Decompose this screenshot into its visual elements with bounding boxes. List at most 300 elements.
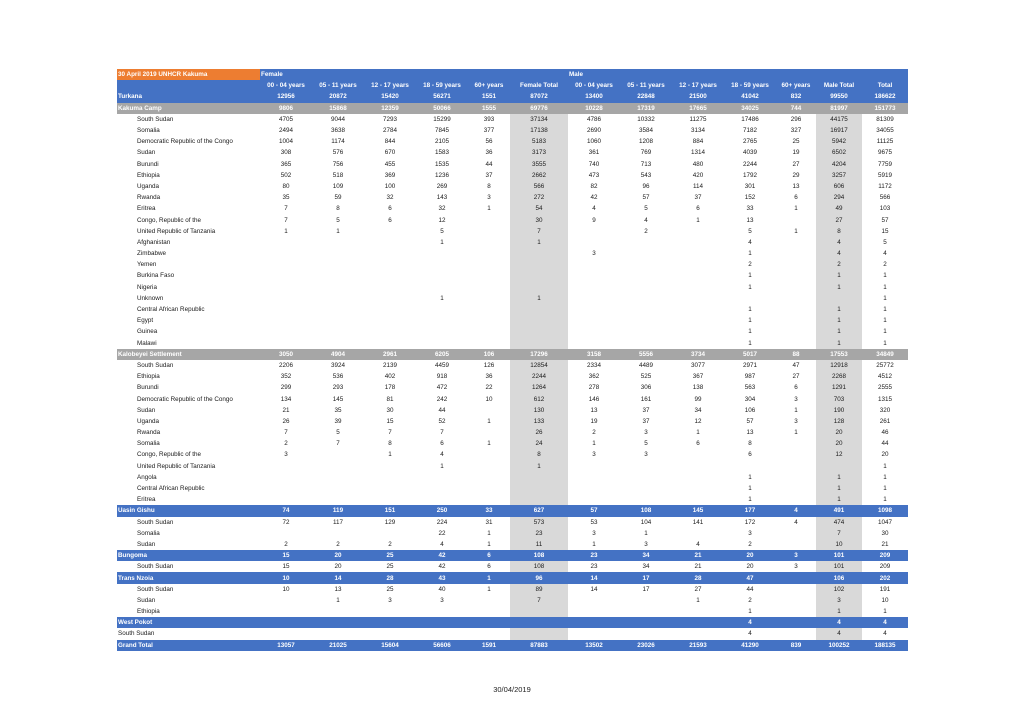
table-cell (620, 628, 672, 639)
table-cell: 59 (334, 194, 342, 202)
table-cell: 1 (883, 462, 887, 470)
table-cell: 44 (881, 440, 889, 448)
row-label: Bungoma (117, 550, 260, 561)
table-cell: 1 (748, 608, 752, 616)
table-cell: 2 (388, 540, 392, 548)
table-cell: 3 (816, 595, 862, 606)
table-cell (776, 214, 816, 225)
table-cell: 20 (312, 550, 364, 561)
table-cell: 3 (748, 529, 752, 537)
row-label: Guinea (137, 328, 158, 336)
table-cell: 1 (487, 205, 491, 213)
table-cell: 4 (794, 518, 798, 526)
row-label: Unknown (137, 294, 164, 302)
table-cell: 525 (640, 373, 652, 381)
row-label: Zimbabwe (137, 250, 167, 258)
table-cell: 7 (284, 216, 288, 224)
table-row (117, 170, 908, 181)
report-title: 30 April 2019 UNHCR Kakuma (117, 69, 260, 80)
table-cell: 2662 (510, 170, 568, 181)
row-label: Yemen (137, 261, 157, 269)
table-cell: 19 (590, 417, 598, 425)
table-cell (416, 617, 468, 628)
table-cell: 33 (468, 505, 510, 516)
table-cell: 1 (883, 608, 887, 616)
table-cell: 269 (436, 182, 448, 190)
table-cell: 22 (485, 384, 493, 392)
table-cell: 7182 (742, 127, 757, 135)
table-cell: 1 (748, 328, 752, 336)
table-cell: 2268 (816, 371, 862, 382)
row-label: Sudan (137, 540, 156, 548)
table-cell: 151 (364, 505, 416, 516)
column-header: Female Total (510, 80, 568, 91)
table-cell (620, 326, 672, 337)
table-cell: 1 (816, 606, 862, 617)
column-header: 12 - 17 years (672, 80, 724, 91)
table-cell: 145 (332, 395, 344, 403)
table-cell: 7 (388, 429, 392, 437)
table-cell (620, 338, 672, 349)
table-cell: 4039 (742, 149, 757, 157)
table-cell (510, 315, 568, 326)
table-cell (776, 572, 816, 583)
row-label: South Sudan (118, 630, 155, 638)
table-cell (468, 461, 510, 472)
row-label: Angola (137, 473, 157, 481)
table-cell (468, 427, 510, 438)
table-cell: 21500 (672, 91, 724, 102)
table-cell: 117 (332, 518, 344, 526)
table-cell: 49 (816, 203, 862, 214)
table-cell (672, 528, 724, 539)
table-cell: 138 (692, 384, 704, 392)
table-cell: 21593 (672, 640, 724, 651)
table-cell: 35 (334, 406, 342, 414)
table-cell (312, 606, 364, 617)
table-cell (672, 483, 724, 494)
table-cell: 6502 (816, 147, 862, 158)
table-cell (260, 282, 312, 293)
table-cell: 1 (794, 429, 798, 437)
row-label: South Sudan (137, 585, 174, 593)
table-row (117, 293, 908, 304)
table-cell: 14 (312, 572, 364, 583)
table-cell (672, 304, 724, 315)
row-label: United Republic of Tanzania (137, 227, 216, 235)
table-cell: 1 (487, 585, 491, 593)
table-cell: 2206 (278, 361, 293, 369)
table-cell (260, 595, 312, 606)
row-label: Ethiopia (137, 608, 160, 616)
table-cell (364, 461, 416, 472)
column-header-blank (117, 80, 260, 91)
row-label: Rwanda (137, 429, 161, 437)
table-cell (672, 270, 724, 281)
table-cell: 1 (794, 227, 798, 235)
table-cell: 4489 (638, 361, 653, 369)
table-cell: 20 (746, 563, 754, 571)
table-cell: 703 (816, 393, 862, 404)
table-cell: 1 (468, 572, 510, 583)
table-row (117, 539, 908, 550)
table-cell (364, 259, 416, 270)
table-cell: 2 (748, 261, 752, 269)
table-cell: 23 (590, 563, 598, 571)
table-row (117, 237, 908, 248)
table-cell (568, 326, 620, 337)
table-cell: 2 (284, 540, 288, 548)
table-cell: 1 (592, 440, 596, 448)
table-row (117, 427, 908, 438)
table-cell: 57 (642, 194, 650, 202)
table-cell: 12854 (510, 360, 568, 371)
table-cell (724, 461, 776, 472)
table-cell (364, 248, 416, 259)
table-cell: 480 (692, 160, 704, 168)
table-cell (568, 472, 620, 483)
table-cell: 190 (816, 405, 862, 416)
table-cell (416, 304, 468, 315)
table-cell: 202 (862, 572, 908, 583)
table-cell: 15868 (312, 103, 364, 114)
table-cell: 12918 (816, 360, 862, 371)
table-cell: 1 (440, 294, 444, 302)
table-cell: 40 (438, 585, 446, 593)
table-cell: 4 (816, 628, 862, 639)
table-cell (468, 617, 510, 628)
table-cell: 1 (440, 462, 444, 470)
row-label: South Sudan (137, 361, 174, 369)
table-cell: 1 (696, 429, 700, 437)
table-cell: 573 (510, 517, 568, 528)
table-cell: 393 (483, 115, 495, 123)
table-cell: 87883 (510, 640, 568, 651)
table-cell: 19 (792, 149, 800, 157)
table-cell: 294 (816, 192, 862, 203)
table-cell (776, 248, 816, 259)
table-cell: 4 (440, 451, 444, 459)
table-cell: 1 (816, 326, 862, 337)
table-cell: 34 (642, 563, 650, 571)
table-row (117, 304, 908, 315)
table-cell: 566 (510, 181, 568, 192)
table-cell (672, 472, 724, 483)
table-cell: 44175 (816, 114, 862, 125)
table-cell: 1 (487, 440, 491, 448)
table-row (117, 393, 908, 404)
table-cell: 1 (816, 270, 862, 281)
table-cell: 3 (644, 429, 648, 437)
table-cell: 3134 (690, 127, 705, 135)
table-cell: 22 (438, 529, 446, 537)
table-cell: 4459 (434, 361, 449, 369)
table-cell: 34025 (724, 103, 776, 114)
table-cell: 1 (487, 529, 491, 537)
table-cell: 455 (384, 160, 396, 168)
table-cell: 101 (816, 561, 862, 572)
row-label: Ethiopia (137, 171, 160, 179)
table-cell: 6 (794, 194, 798, 202)
table-cell (510, 282, 568, 293)
table-cell (568, 293, 620, 304)
table-cell (776, 259, 816, 270)
table-cell (568, 606, 620, 617)
row-label: Eritrea (137, 496, 156, 504)
table-cell (776, 461, 816, 472)
table-cell: 402 (384, 373, 396, 381)
table-cell: 566 (879, 194, 891, 202)
table-cell: 844 (384, 138, 396, 146)
table-cell (468, 293, 510, 304)
table-cell: 1314 (690, 149, 705, 157)
table-cell: 3 (388, 596, 392, 604)
table-cell: 352 (280, 373, 292, 381)
table-cell: 191 (879, 585, 891, 593)
table-cell: 5017 (724, 349, 776, 360)
table-cell: 2 (816, 259, 862, 270)
table-cell: 11 (510, 539, 568, 550)
table-cell (468, 338, 510, 349)
table-cell: 4 (816, 617, 862, 628)
table-row (117, 192, 908, 203)
table-cell: 81997 (816, 103, 862, 114)
table-row (117, 181, 908, 192)
table-cell: 17138 (510, 125, 568, 136)
column-header: 60+ years (776, 80, 816, 91)
table-cell: 9675 (877, 149, 892, 157)
table-cell: 3 (487, 194, 491, 202)
table-cell: 2784 (382, 127, 397, 135)
table-cell (468, 248, 510, 259)
table-cell: 320 (879, 406, 891, 414)
table-cell (312, 293, 364, 304)
table-cell: 44 (485, 160, 493, 168)
table-cell: 15604 (364, 640, 416, 651)
table-cell (468, 472, 510, 483)
table-cell: 1 (883, 306, 887, 314)
table-cell: 13 (746, 429, 754, 437)
table-cell: 361 (588, 149, 600, 157)
table-cell: 1792 (742, 171, 757, 179)
table-cell: 2105 (434, 138, 449, 146)
table-cell (672, 628, 724, 639)
table-cell (776, 304, 816, 315)
table-cell (260, 483, 312, 494)
table-cell: 21025 (312, 640, 364, 651)
table-cell (364, 282, 416, 293)
table-cell: 1 (883, 339, 887, 347)
table-cell: 39 (334, 417, 342, 425)
table-cell: 1 (816, 315, 862, 326)
table-cell: 3 (284, 451, 288, 459)
table-cell (416, 628, 468, 639)
table-cell: 9044 (330, 115, 345, 123)
table-cell (620, 293, 672, 304)
table-row (117, 483, 908, 494)
table-cell: 37134 (510, 114, 568, 125)
table-cell: 1 (592, 540, 596, 548)
table-cell: 133 (510, 416, 568, 427)
table-cell: 3 (644, 451, 648, 459)
table-cell: 1236 (434, 171, 449, 179)
table-cell: 30 (510, 214, 568, 225)
table-cell: 9806 (260, 103, 312, 114)
table-cell (672, 606, 724, 617)
table-cell: 474 (816, 517, 862, 528)
table-cell: 10 (485, 395, 493, 403)
table-cell (620, 270, 672, 281)
table-cell: 14 (568, 572, 620, 583)
table-row (117, 472, 908, 483)
column-header: 00 - 04 years (260, 80, 312, 91)
table-cell (568, 282, 620, 293)
table-cell: 46 (881, 429, 889, 437)
table-cell (260, 304, 312, 315)
column-header: Male Total (816, 80, 862, 91)
table-cell (364, 528, 416, 539)
table-cell: 5 (440, 227, 444, 235)
table-cell (468, 483, 510, 494)
table-cell (620, 472, 672, 483)
table-cell: 1 (510, 237, 568, 248)
table-cell: 72 (282, 518, 290, 526)
table-cell: 119 (312, 505, 364, 516)
table-cell (568, 259, 620, 270)
table-cell (510, 304, 568, 315)
table-cell: 106 (468, 349, 510, 360)
male-group-label: Male (568, 69, 620, 80)
table-cell (776, 483, 816, 494)
table-cell: 129 (384, 518, 396, 526)
table-cell: 4 (862, 617, 908, 628)
table-cell: 4 (816, 237, 862, 248)
table-cell: 3 (592, 451, 596, 459)
table-cell (776, 326, 816, 337)
table-cell: 188135 (862, 640, 908, 651)
table-cell: 1 (644, 529, 648, 537)
table-cell (260, 494, 312, 505)
table-cell: 10 (816, 539, 862, 550)
table-cell (260, 248, 312, 259)
table-cell (776, 270, 816, 281)
table-cell: 5 (644, 205, 648, 213)
table-cell: 25 (792, 138, 800, 146)
table-cell: 28 (364, 572, 416, 583)
table-row (117, 159, 908, 170)
row-label: Somalia (137, 127, 160, 135)
table-cell: 23026 (620, 640, 672, 651)
table-cell: 1 (696, 596, 700, 604)
table-cell: 14 (590, 585, 598, 593)
table-cell: 2 (284, 440, 288, 448)
table-cell (364, 494, 416, 505)
table-cell: 209 (862, 550, 908, 561)
table-cell: 1172 (878, 182, 892, 190)
table-cell (260, 259, 312, 270)
table-cell (510, 270, 568, 281)
table-row (117, 517, 908, 528)
table-cell: 35 (282, 194, 290, 202)
row-label: South Sudan (137, 115, 174, 123)
table-cell (260, 472, 312, 483)
table-cell (816, 293, 862, 304)
table-cell: 2765 (742, 138, 757, 146)
table-cell: 27 (816, 214, 862, 225)
table-cell (620, 595, 672, 606)
table-cell: 33 (746, 205, 754, 213)
table-cell: 5942 (816, 136, 862, 147)
table-cell: 296 (790, 115, 802, 123)
table-cell: 13502 (568, 640, 620, 651)
table-cell: 1208 (638, 138, 653, 146)
table-cell (468, 304, 510, 315)
table-row (117, 147, 908, 158)
table-row (117, 449, 908, 460)
table-cell: 6205 (416, 349, 468, 360)
table-cell: 2 (748, 540, 752, 548)
table-cell (312, 461, 364, 472)
table-cell (568, 595, 620, 606)
table-row (117, 438, 908, 449)
table-cell: 15420 (364, 91, 416, 102)
group-row (117, 349, 908, 360)
table-cell: 3734 (672, 349, 724, 360)
table-cell (568, 237, 620, 248)
table-cell (416, 282, 468, 293)
table-cell: 44 (438, 406, 446, 414)
table-cell (312, 248, 364, 259)
table-cell: 832 (776, 91, 816, 102)
table-cell: 1 (816, 494, 862, 505)
table-row (117, 584, 908, 595)
table-cell: 17665 (672, 103, 724, 114)
table-cell: 8 (388, 440, 392, 448)
table-cell: 1 (336, 227, 340, 235)
row-label: Congo, Republic of the (137, 216, 202, 224)
female-group-label: Female (260, 69, 312, 80)
table-cell (364, 237, 416, 248)
table-cell: 1098 (862, 505, 908, 516)
table-cell (468, 226, 510, 237)
table-cell (468, 282, 510, 293)
table-cell: 4 (776, 505, 816, 516)
table-cell: 1 (816, 472, 862, 483)
table-cell: 141 (692, 518, 704, 526)
table-cell (260, 528, 312, 539)
table-cell: 126 (483, 361, 495, 369)
table-cell: 491 (816, 505, 862, 516)
table-cell (510, 472, 568, 483)
table-cell: 47 (724, 572, 776, 583)
row-label: Central African Republic (137, 306, 205, 314)
table-cell (364, 606, 416, 617)
table-cell (510, 259, 568, 270)
table-cell: 82 (590, 182, 598, 190)
table-cell: 52 (438, 417, 446, 425)
table-cell: 377 (483, 127, 495, 135)
table-cell: 2 (644, 227, 648, 235)
table-cell: 42 (590, 194, 598, 202)
table-cell: 563 (744, 384, 756, 392)
table-cell: 5 (336, 429, 340, 437)
row-label: Sudan (137, 406, 156, 414)
table-cell: 606 (816, 181, 862, 192)
table-cell (776, 293, 816, 304)
table-cell (468, 494, 510, 505)
table-cell: 13057 (260, 640, 312, 651)
table-cell (776, 449, 816, 460)
